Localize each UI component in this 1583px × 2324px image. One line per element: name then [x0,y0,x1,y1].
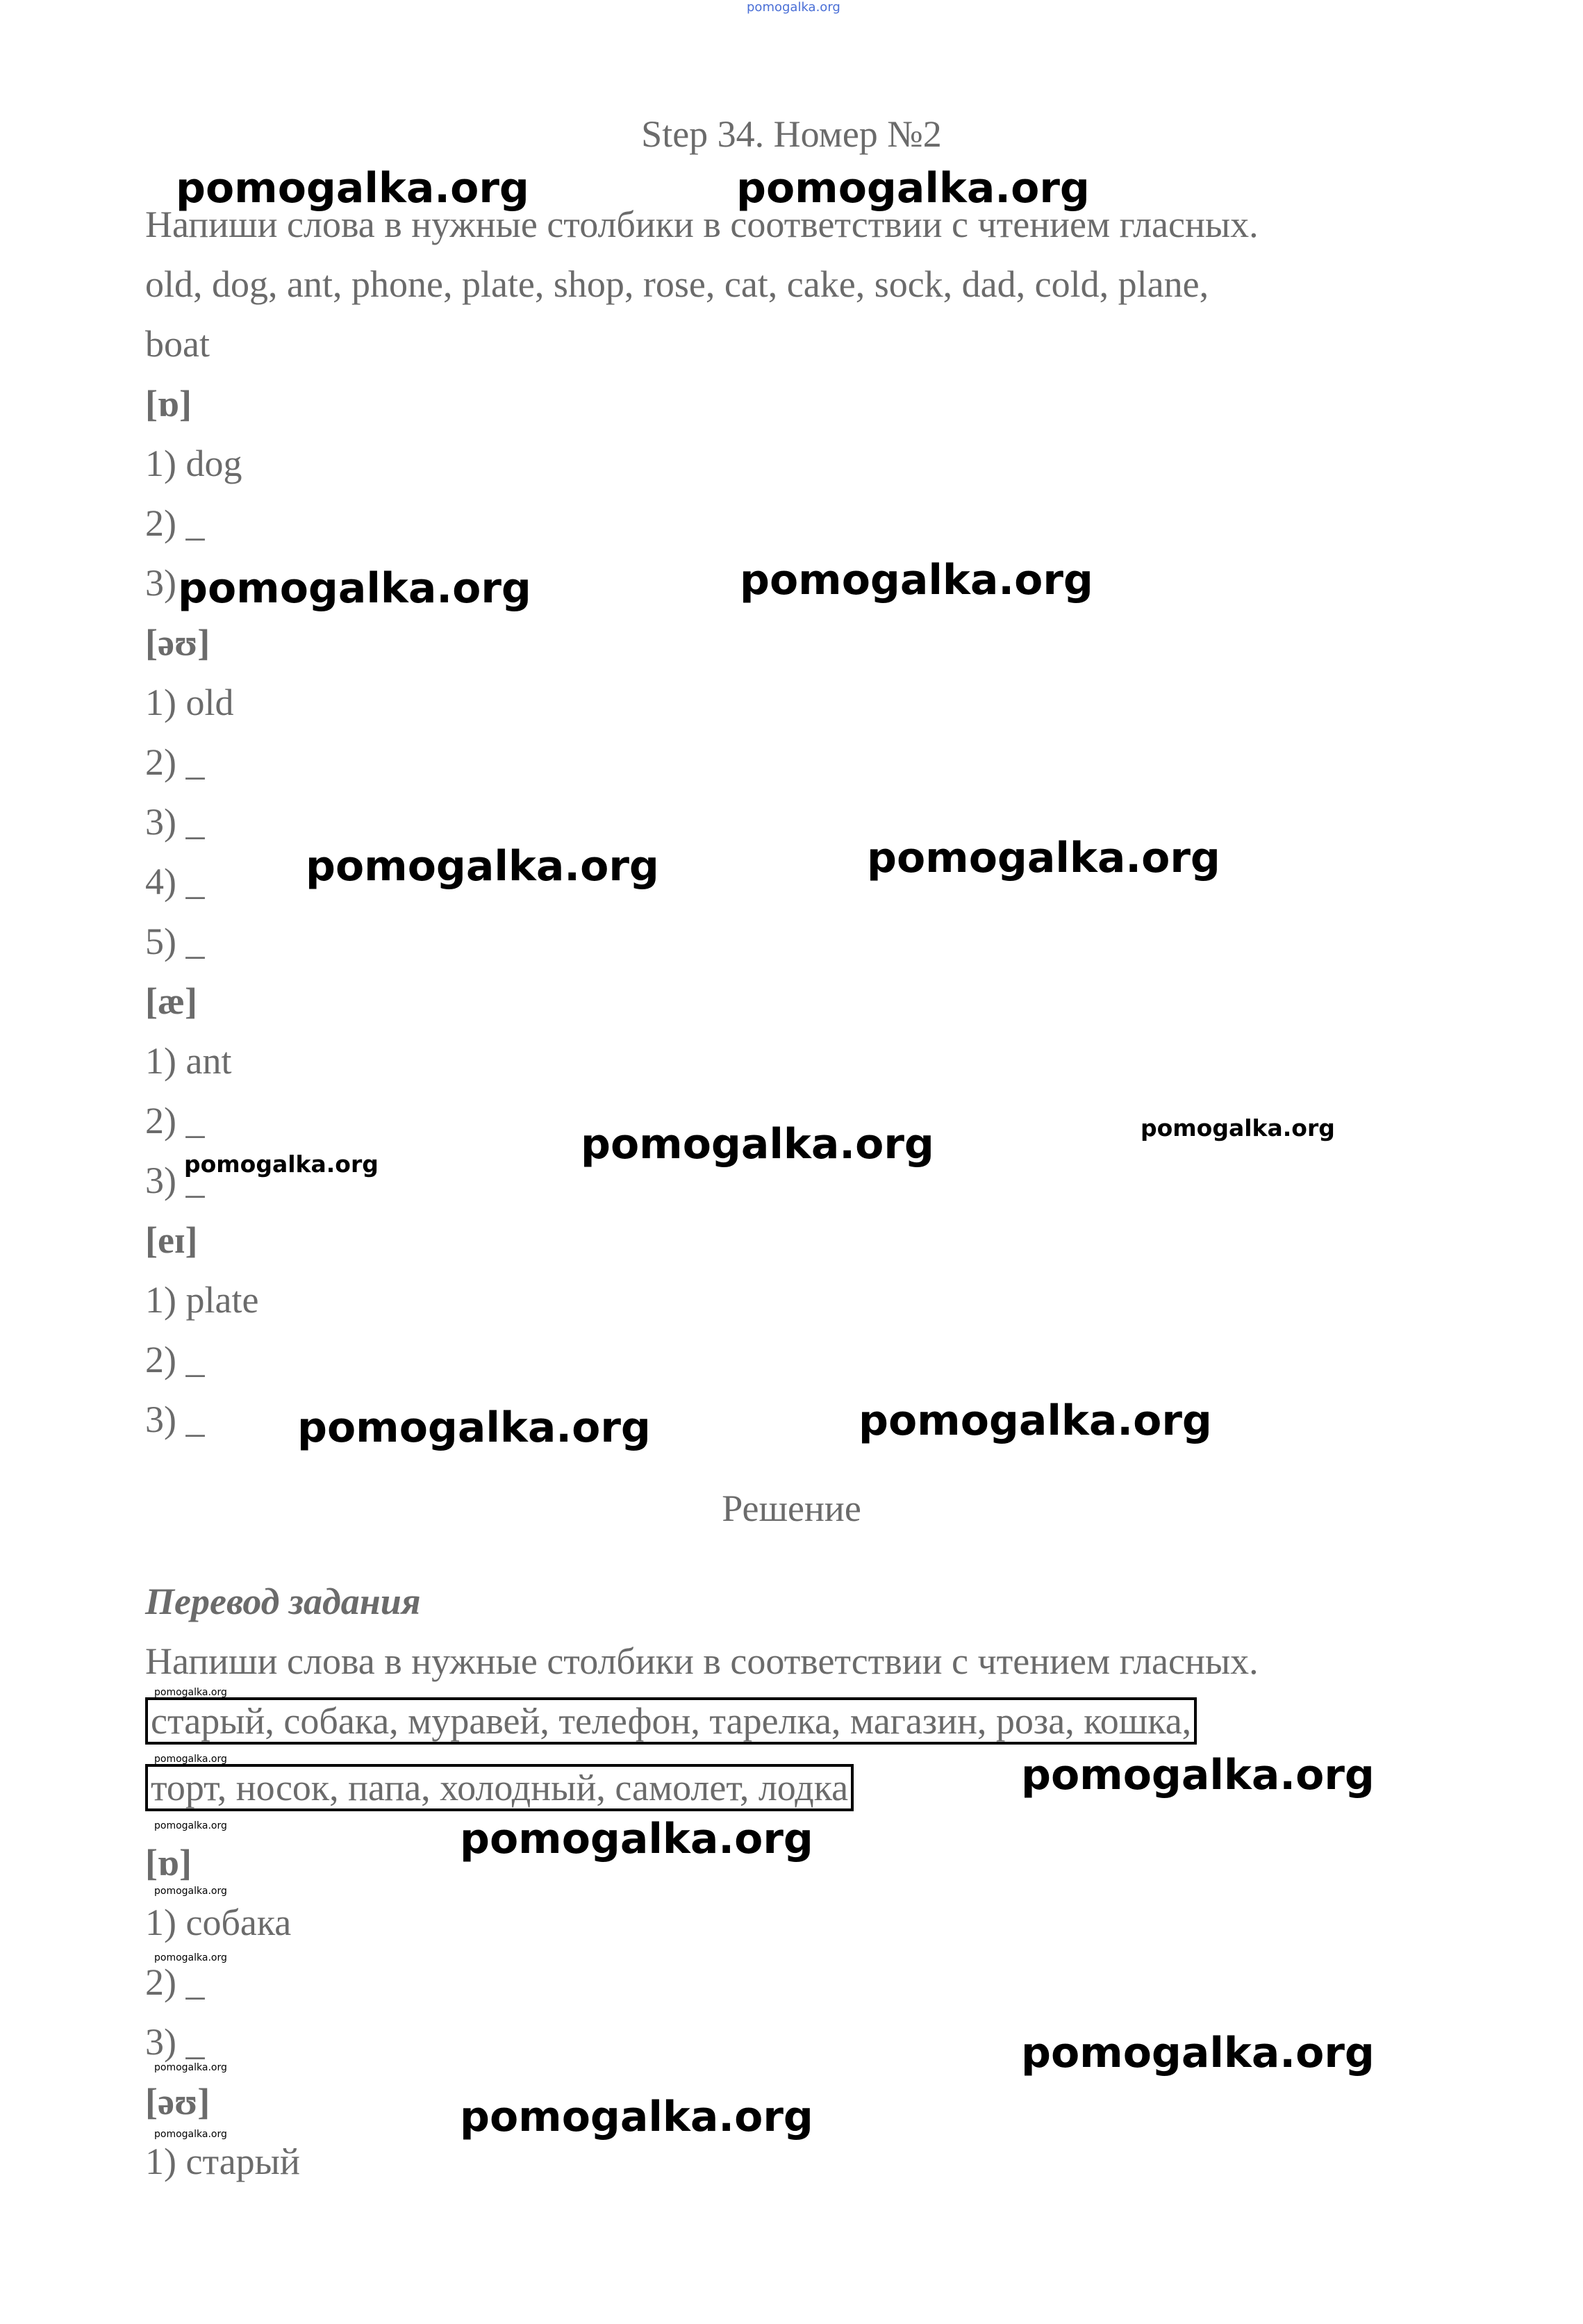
watermark: pomogalka.org [176,164,529,213]
list-item: 2) _ [145,1100,205,1142]
translation-instruction: Напиши слова в нужные столбики в соответствии с чтением гласных. [145,1640,1259,1682]
translation-heading: Перевод задания [145,1581,421,1622]
list-item: 3) _ [145,801,205,843]
watermark: pomogalka.org [1021,1751,1375,1799]
list-item: 3) _ [145,1399,205,1440]
watermark: pomogalka.org [184,1151,379,1178]
translation-words-line1-box: старый, собака, муравей, телефон, тарелка, магазин, роза, кошка, [145,1697,1197,1745]
list-item: 3) _ [145,2021,205,2063]
list-item: 2) _ [145,502,205,544]
task-words-line1: old, dog, ant, phone, plate, shop, rose, cat, cake, sock, dad, cold, plane, [145,263,1209,305]
list-item: 2) _ [145,1961,205,2003]
translation-words-line2 [145,1765,854,1811]
watermark: pomogalka.org [154,1886,227,1897]
list-item: 1) dog [145,443,242,484]
watermark: pomogalka.org [178,564,531,613]
watermark: pomogalka.org [154,2062,227,2073]
list-item: 3) [145,562,176,604]
list-item: 3) _ [145,1160,205,1201]
sound-heading-ei: [eɪ] [145,1219,198,1261]
list-item: 2) _ [145,1339,205,1381]
list-item: 2) _ [145,741,205,783]
task-instruction: Напиши слова в нужные столбики в соответствии с чтением гласных. [145,204,1259,245]
watermark: pomogalka.org [1141,1114,1335,1142]
watermark: pomogalka.org [867,834,1220,882]
sound-heading-ae: [æ] [145,980,197,1022]
page-title: Step 34. Номер №2 [641,113,942,155]
watermark-top: pomogalka.org [747,0,840,15]
list-item: 4) _ [145,861,205,903]
watermark: pomogalka.org [736,164,1090,213]
solution-sound-heading-o: [ɒ] [145,1842,192,1884]
watermark: pomogalka.org [154,1952,227,1963]
watermark: pomogalka.org [154,1687,227,1698]
translation-words-line1 [145,1698,1197,1744]
watermark: pomogalka.org [154,2129,227,2140]
list-item: 1) ant [145,1040,232,1082]
list-item: 1) plate [145,1279,259,1321]
watermark: pomogalka.org [1021,2029,1375,2077]
solution-sound-heading-ou: [əʊ] [145,2081,210,2123]
translation-words-line2-box: торт, носок, папа, холодный, самолет, лодка [145,1764,854,1811]
list-item: 1) old [145,682,234,723]
watermark: pomogalka.org [460,1815,813,1863]
list-item: 5) _ [145,921,205,962]
sound-heading-ou: [əʊ] [145,622,210,664]
watermark: pomogalka.org [460,2093,813,2141]
watermark: pomogalka.org [581,1120,934,1169]
watermark: pomogalka.org [306,842,659,891]
watermark: pomogalka.org [297,1403,651,1452]
list-item: 1) собака [145,1902,292,1943]
solution-heading: Решение [722,1487,861,1529]
watermark: pomogalka.org [154,1820,227,1831]
watermark: pomogalka.org [740,556,1093,604]
watermark: pomogalka.org [859,1396,1212,1445]
sound-heading-o: [ɒ] [145,383,192,425]
list-item: 1) старый [145,2141,300,2182]
task-words-line2: boat [145,323,210,365]
watermark: pomogalka.org [154,1754,227,1765]
